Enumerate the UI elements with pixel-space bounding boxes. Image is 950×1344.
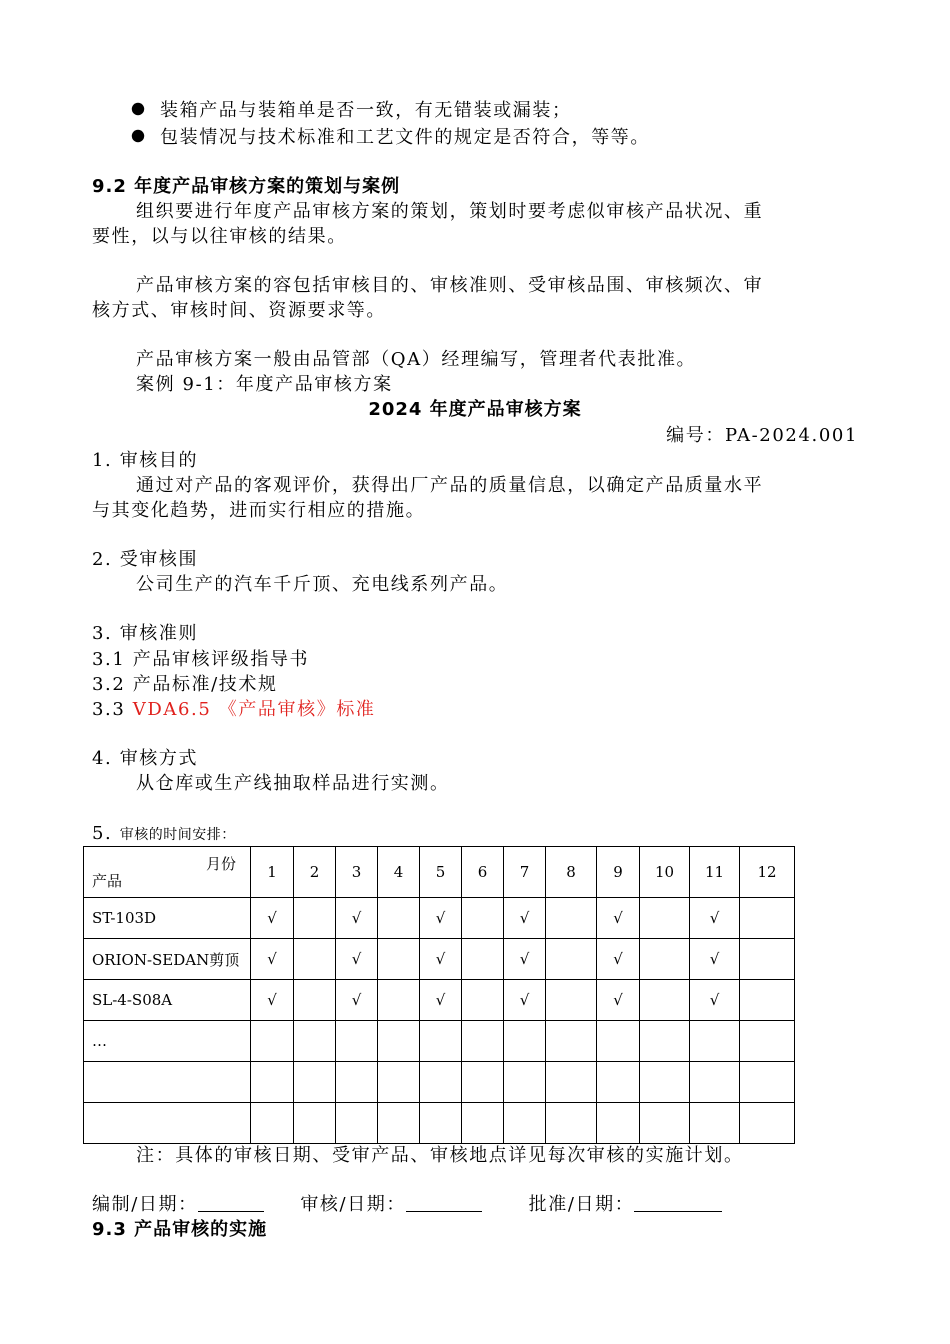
reviewed-label: 审核/日期： (300, 1194, 406, 1215)
product-cell: ORION-SEDAN剪顶 (84, 939, 251, 980)
paragraph-line: 核方式、审核时间、资源要求等。 (92, 300, 386, 321)
s2-heading: 2. 受审核围 (92, 549, 199, 570)
schedule-cell (546, 1103, 597, 1144)
schedule-cell (462, 1103, 504, 1144)
approved-label: 批准/日期： (528, 1194, 635, 1215)
criteria-item (92, 697, 858, 722)
corner-month-label: 月份 (205, 855, 236, 873)
schedule-cell: √ (336, 898, 378, 939)
schedule-cell (462, 1062, 504, 1103)
month-header: 5 (420, 847, 462, 898)
paragraph-line: 组织要进行年度产品审核方案的策划，策划时要考虑似审核产品状况、重 (136, 201, 764, 222)
schedule-cell: √ (336, 980, 378, 1021)
paragraph-line: 通过对产品的客观评价，获得出厂产品的质量信息，以确定产品质量水平 (136, 475, 764, 496)
schedule-cell (640, 898, 690, 939)
schedule-cell: √ (690, 939, 740, 980)
month-header: 12 (740, 847, 795, 898)
month-header: 7 (504, 847, 546, 898)
schedule-cell (546, 1062, 597, 1103)
schedule-cell (640, 980, 690, 1021)
schedule-cell: √ (251, 898, 294, 939)
month-header: 3 (336, 847, 378, 898)
plan-number: 编号：PA-2024.001 (666, 425, 858, 446)
schedule-cell (640, 1062, 690, 1103)
reviewed-blank (406, 1193, 482, 1212)
product-cell (84, 1103, 251, 1144)
criteria-item: 3.2 产品标准/技术规 (92, 674, 278, 695)
schedule-cell (251, 1021, 294, 1062)
approved-blank (634, 1193, 722, 1212)
schedule-cell (546, 939, 597, 980)
table-row (84, 1021, 795, 1062)
schedule-cell (546, 898, 597, 939)
schedule-cell: √ (251, 980, 294, 1021)
month-header: 11 (690, 847, 740, 898)
schedule-cell (294, 1062, 336, 1103)
schedule-cell (420, 1103, 462, 1144)
criteria-text-highlight: VDA6.5 《产品审核》标准 (132, 699, 376, 720)
schedule-cell (378, 1103, 420, 1144)
signature-line (92, 1192, 858, 1217)
schedule-cell (462, 898, 504, 939)
schedule-cell: √ (504, 898, 546, 939)
schedule-cell: √ (420, 980, 462, 1021)
paragraph-line: 产品审核方案一般由品管部（QA）经理编写，管理者代表批准。 (136, 349, 697, 370)
schedule-cell (740, 898, 795, 939)
s4-heading: 4. 审核方式 (92, 748, 199, 769)
schedule-cell (294, 1021, 336, 1062)
table-header-row (84, 847, 795, 898)
table-row (84, 898, 795, 939)
schedule-cell: √ (251, 939, 294, 980)
bullet-item (128, 125, 894, 150)
s3-heading: 3. 审核准则 (92, 623, 199, 644)
schedule-cell (740, 1021, 795, 1062)
schedule-cell (504, 1103, 546, 1144)
schedule-cell: √ (504, 939, 546, 980)
schedule-cell (378, 898, 420, 939)
schedule-cell (294, 939, 336, 980)
bullet-dot-icon (132, 130, 144, 142)
schedule-cell (336, 1062, 378, 1103)
month-header: 1 (251, 847, 294, 898)
schedule-cell (597, 1103, 640, 1144)
schedule-cell (294, 1103, 336, 1144)
schedule-cell: √ (690, 898, 740, 939)
schedule-cell (294, 898, 336, 939)
schedule-cell (740, 980, 795, 1021)
paragraph-line: 产品审核方案的容包括审核目的、审核准则、受审核品围、审核频次、审 (136, 275, 764, 296)
table-note: 注：具体的审核日期、受审产品、审核地点详见每次审核的实施计划。 (136, 1145, 744, 1166)
schedule-cell: √ (420, 898, 462, 939)
product-cell: SL-4-S08A (84, 980, 251, 1021)
schedule-cell: √ (420, 939, 462, 980)
bullet-text: 装箱产品与装箱单是否一致，有无错装或漏装； (160, 100, 572, 121)
schedule-cell (420, 1021, 462, 1062)
month-header: 9 (597, 847, 640, 898)
paragraph-line: 要性，以与以往审核的结果。 (92, 226, 347, 247)
schedule-cell: √ (336, 939, 378, 980)
audit-schedule-table (83, 846, 795, 1144)
schedule-cell (640, 939, 690, 980)
table-row (84, 1062, 795, 1103)
s1-heading: 1. 审核目的 (92, 450, 199, 471)
schedule-cell (420, 1062, 462, 1103)
month-header: 6 (462, 847, 504, 898)
schedule-cell (462, 939, 504, 980)
schedule-cell (251, 1062, 294, 1103)
schedule-cell (504, 1062, 546, 1103)
bullet-item (128, 98, 894, 123)
schedule-cell (740, 1103, 795, 1144)
table-row (84, 980, 795, 1021)
month-header: 2 (294, 847, 336, 898)
section-9-3-heading: 9.3 产品审核的实施 (92, 1219, 268, 1240)
prepared-blank (198, 1193, 264, 1212)
schedule-cell (294, 980, 336, 1021)
schedule-cell (336, 1103, 378, 1144)
schedule-cell (597, 1062, 640, 1103)
corner-product-label: 产品 (92, 872, 123, 890)
schedule-cell (640, 1103, 690, 1144)
schedule-cell: √ (597, 898, 640, 939)
s5-number: 5. (92, 823, 113, 844)
schedule-cell (378, 1021, 420, 1062)
s5-text: 审核的时间安排： (119, 827, 236, 843)
schedule-cell: √ (690, 980, 740, 1021)
schedule-cell (690, 1021, 740, 1062)
schedule-cell (336, 1021, 378, 1062)
schedule-cell (378, 939, 420, 980)
schedule-cell (740, 939, 795, 980)
bullet-text: 包装情况与技术标准和工艺文件的规定是否符合，等等。 (160, 127, 650, 148)
month-header: 8 (546, 847, 597, 898)
schedule-cell (690, 1103, 740, 1144)
schedule-cell (690, 1062, 740, 1103)
bullet-dot-icon (132, 103, 144, 115)
case-label: 案例 9-1：年度产品审核方案 (136, 374, 393, 395)
paragraph-line: 公司生产的汽车千斤顶、充电线系列产品。 (136, 574, 509, 595)
criteria-number: 3.3 (92, 699, 133, 720)
table-row (84, 1103, 795, 1144)
schedule-cell (504, 1021, 546, 1062)
month-header: 4 (378, 847, 420, 898)
month-header: 10 (640, 847, 690, 898)
schedule-cell: √ (597, 939, 640, 980)
plan-title: 2024 年度产品审核方案 (368, 399, 582, 420)
criteria-item: 3.1 产品审核评级指导书 (92, 649, 310, 670)
corner-cell (84, 847, 251, 898)
prepared-label: 编制/日期： (92, 1194, 198, 1215)
section-9-2-heading: 9.2 年度产品审核方案的策划与案例 (92, 176, 401, 197)
schedule-cell (251, 1103, 294, 1144)
schedule-cell: √ (597, 980, 640, 1021)
product-cell (84, 1062, 251, 1103)
schedule-cell (546, 980, 597, 1021)
schedule-cell (378, 1062, 420, 1103)
schedule-cell (546, 1021, 597, 1062)
schedule-cell: √ (504, 980, 546, 1021)
schedule-cell (597, 1021, 640, 1062)
product-cell: … (84, 1021, 251, 1062)
schedule-cell (740, 1062, 795, 1103)
s5-heading (92, 821, 858, 848)
schedule-cell (640, 1021, 690, 1062)
product-cell: ST-103D (84, 898, 251, 939)
schedule-cell (462, 980, 504, 1021)
schedule-cell (378, 980, 420, 1021)
schedule-cell (462, 1021, 504, 1062)
paragraph-line: 从仓库或生产线抽取样品进行实测。 (136, 773, 450, 794)
table-row (84, 939, 795, 980)
paragraph-line: 与其变化趋势，进而实行相应的措施。 (92, 500, 426, 521)
